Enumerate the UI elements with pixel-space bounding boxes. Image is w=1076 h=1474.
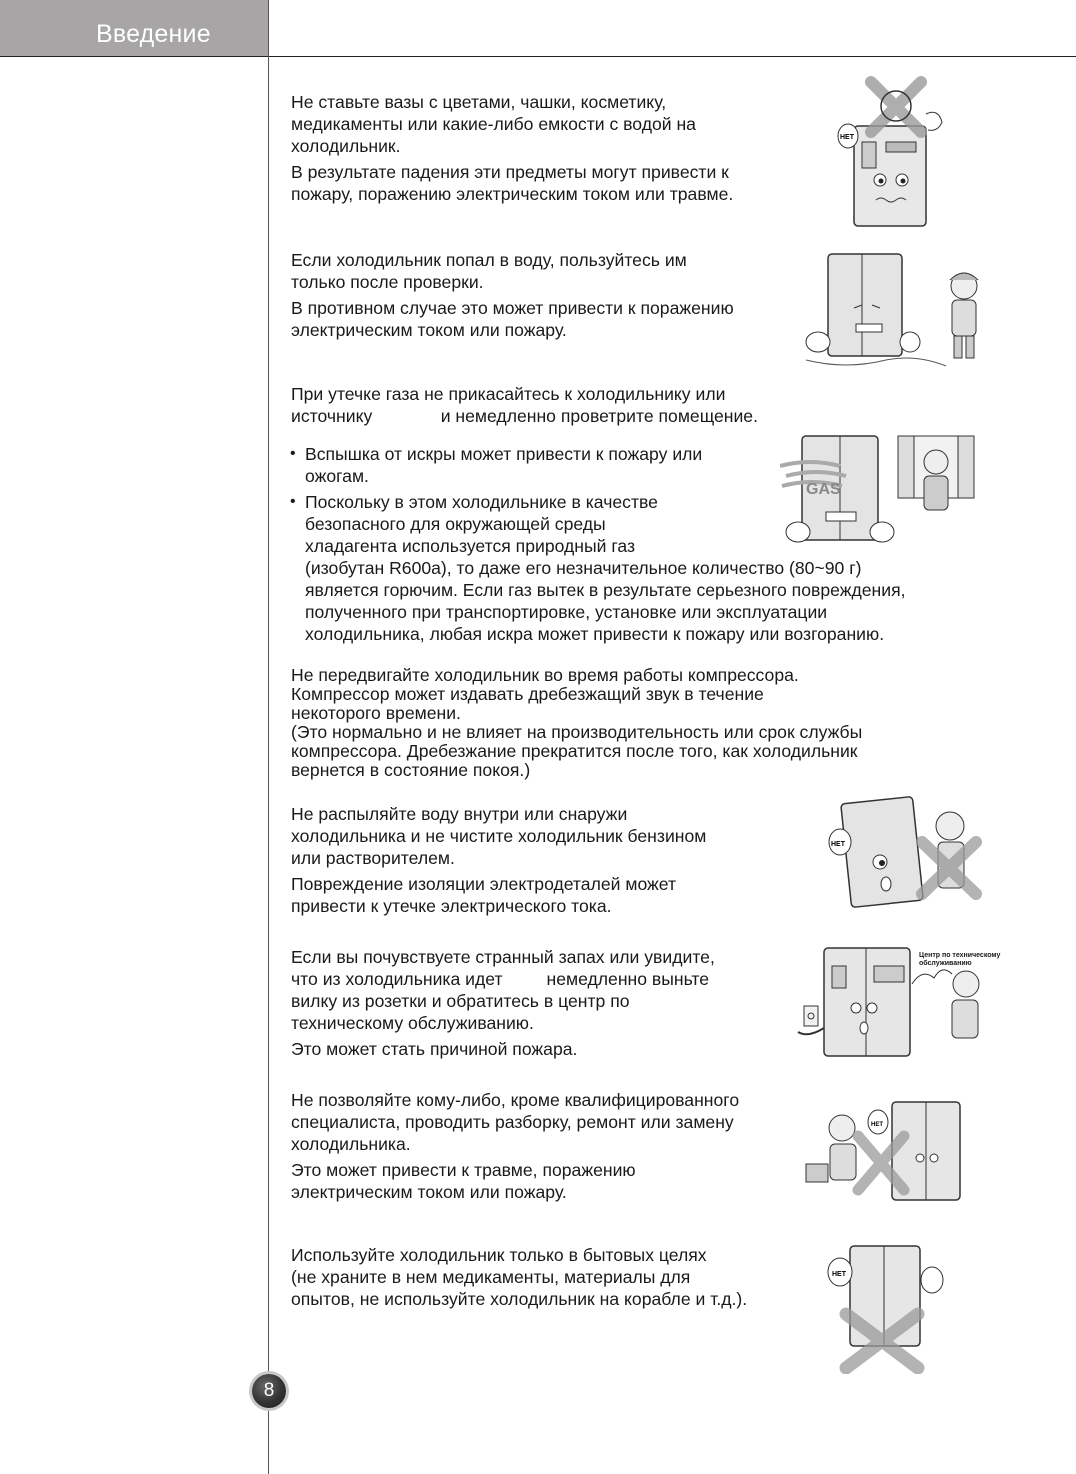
warning-vases xyxy=(291,91,733,205)
section-title: Введение xyxy=(96,20,211,48)
text-line: Не позволяйте кому-либо, кроме квалифицированного xyxy=(291,1090,740,1110)
text-line: только после проверки. xyxy=(291,272,484,292)
text-line: холодильник. xyxy=(291,136,401,156)
warning-flooded xyxy=(291,249,734,341)
text-line: холодильника и не чистите холодильник бензином xyxy=(291,826,707,846)
household-use-illustration xyxy=(822,1240,950,1374)
text-line: безопасного для окружающей среды xyxy=(305,514,606,534)
warning-household-use xyxy=(291,1244,747,1310)
text-line: специалиста, проводить разборку, ремонт или замену xyxy=(291,1112,734,1132)
text-line: (изобутан R600a), то даже его незначительное количество (80~90 г) xyxy=(305,558,862,578)
text-line: В противном случае это может привести к поражению xyxy=(291,298,734,318)
text-line: техническому обслуживанию. xyxy=(291,1013,534,1033)
margin-divider xyxy=(268,0,269,1474)
text-line: (Это нормально и не влияет на производительность или срок службы xyxy=(291,722,863,742)
text-line: Повреждение изоляции электродеталей может xyxy=(291,874,677,894)
no-unqualified-repair-illustration xyxy=(792,1098,972,1206)
text-line: холодильника, любая искра может привести к пожару или возгоранию. xyxy=(305,624,885,644)
svg-text:НЕТ: НЕТ xyxy=(840,134,854,141)
warning-strange-smell xyxy=(291,946,715,1060)
text-line: что из холодильника идет немедленно выньте xyxy=(291,969,710,989)
warning-qualified-repair xyxy=(291,1089,739,1203)
svg-text:GAS: GAS xyxy=(806,481,841,498)
text-line: вилку из розетки и обратитесь в центр по xyxy=(291,991,630,1011)
text-line: Это может стать причиной пожара. xyxy=(291,1039,578,1059)
svg-text:НЕТ: НЕТ xyxy=(831,841,845,848)
text-line: электрическим током или пожару. xyxy=(291,1182,567,1202)
text-line: электрическим током или пожару. xyxy=(291,320,567,340)
text-line: источнику и немедленно проветрите помещение. xyxy=(291,406,758,426)
service-center-caption: Центр по техническому обслуживанию xyxy=(919,952,1001,967)
warning-gas-leak xyxy=(291,383,758,427)
text-line: Если холодильник попал в воду, пользуйтесь им xyxy=(291,250,687,270)
text-line: Не передвигайте холодильник во время работы компрессора. xyxy=(291,665,799,685)
text-line: или растворителем. xyxy=(291,848,455,868)
text-line: вернется в состояние покоя.) xyxy=(291,760,531,780)
text-line: Не ставьте вазы с цветами, чашки, косметику, xyxy=(291,92,667,112)
header-divider xyxy=(0,56,1076,57)
warning-compressor xyxy=(291,666,862,780)
text-line: Это может привести к травме, поражению xyxy=(291,1160,636,1180)
text-line: При утечке газа не прикасайтесь к холодильнику или xyxy=(291,384,726,404)
text-line: привести к утечке электрического тока. xyxy=(291,896,612,916)
text-line: некоторого времени. xyxy=(291,703,461,723)
text-line: медикаменты или какие-либо емкости с водой на xyxy=(291,114,696,134)
text-line: полученного при транспортировке, установке или эксплуатации xyxy=(305,602,828,622)
page-number-badge: 8 xyxy=(252,1374,286,1408)
text-line: (не храните в нем медикаменты, материалы для xyxy=(291,1267,691,1287)
text-line: • Вспышка от искры может привести к пожару или xyxy=(305,444,703,464)
text-line: компрессора. Дребезжание прекратится после того, как холодильник xyxy=(291,741,858,761)
svg-text:НЕТ: НЕТ xyxy=(871,1122,883,1128)
warning-spray-water xyxy=(291,803,706,917)
text-line: • Поскольку в этом холодильнике в качестве xyxy=(305,492,658,512)
fridge-vase-prohibited-illustration xyxy=(836,74,948,234)
text-line: ожогам. xyxy=(305,466,369,486)
text-line: Не распыляйте воду внутри или снаружи xyxy=(291,804,628,824)
text-line: холодильника. xyxy=(291,1134,411,1154)
flooded-fridge-illustration xyxy=(804,248,1000,372)
text-line: Если вы почувствуете странный запах или увидите, xyxy=(291,947,715,967)
text-line: опытов, не используйте холодильник на корабле и т.д.). xyxy=(291,1289,748,1309)
text-line: Компрессор может издавать дребезжащий звук в течение xyxy=(291,684,764,704)
text-line: пожару, поражению электрическим током или травме. xyxy=(291,184,734,204)
text-line: В результате падения эти предметы могут привести к xyxy=(291,162,729,182)
no-benzene-illustration xyxy=(826,790,990,920)
svg-text:НЕТ: НЕТ xyxy=(832,1271,846,1278)
text-line: является горючим. Если газ вытек в результате серьезного повреждения, xyxy=(305,580,906,600)
gas-leak-illustration xyxy=(780,428,996,546)
section-header-tab xyxy=(0,0,269,56)
text-line: Используйте холодильник только в бытовых целях xyxy=(291,1245,707,1265)
text-line: хладагента используется природный газ xyxy=(305,536,636,556)
